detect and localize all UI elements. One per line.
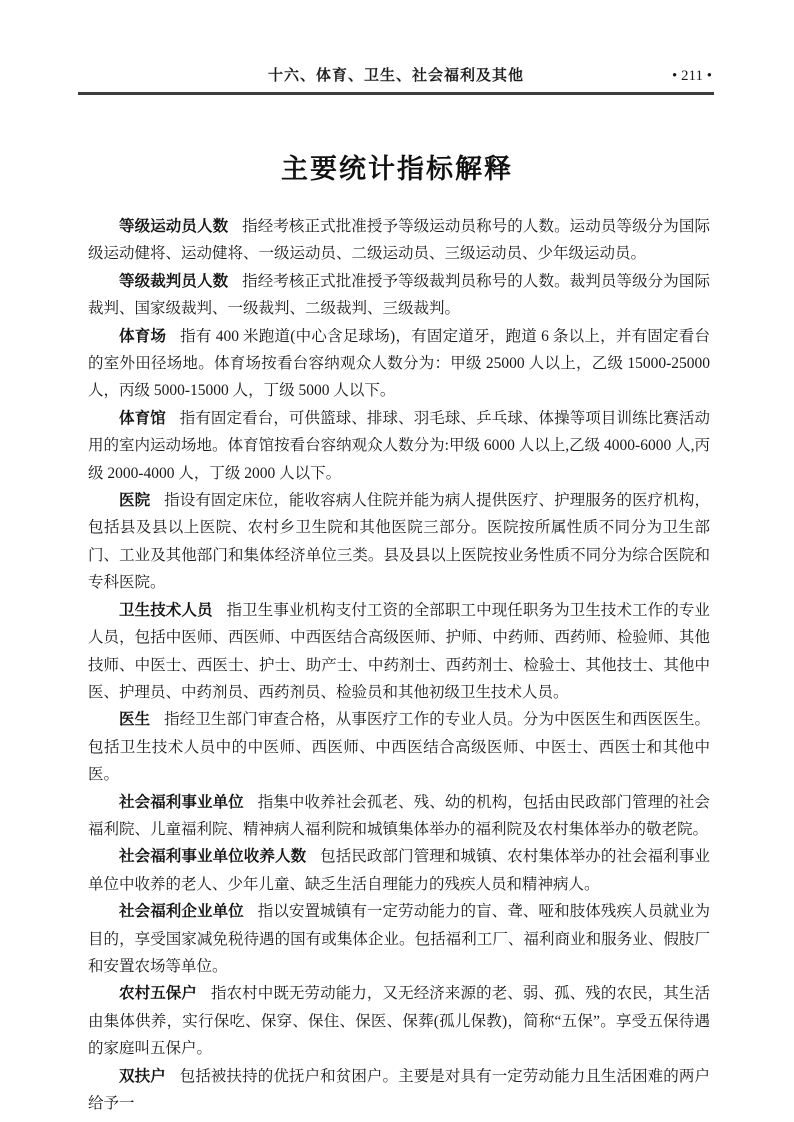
page-title: 主要统计指标解释	[281, 154, 513, 184]
term-label: 体育馆	[119, 409, 166, 427]
term-definition: 指设有固定床位，能收容病人住院并能为病人提供医疗、护理服务的医疗机构，包括县及县以上医院、农村乡卫生院和其他医院三部分。医院按所属性质不同分为卫生部门、工业及其他部门和集体经济单位三类。县及县以上医院按业务性质不同分为综合医院和专科医院。	[88, 492, 710, 592]
term-label: 社会福利事业单位	[119, 793, 244, 811]
term-definition: 指以安置城镇有一定劳动能力的盲、聋、哑和肢体残疾人员就业为目的，享受国家减免税待遇的国有或集体企业。包括福利工厂、福利商业和服务业、假肢厂和安置农场等单位。	[88, 903, 710, 975]
term-label: 社会福利事业单位收养人数	[119, 848, 307, 866]
definition-paragraph	[88, 268, 710, 323]
term-label: 社会福利企业单位	[119, 903, 244, 921]
term-definition: 指卫生事业机构支付工资的全部职工中现任职务为卫生技术工作的专业人员，包括中医师、西医师、中西医结合高级医师、护师、中药师、西药师、检验师、其他技师、中医士、西医士、护士、助产士、中药剂士、西药剂士、检验士、其他技士、其他中医、护理员、中药剂员、西药剂员、检验员和其他初级卫生技术人员。	[88, 601, 710, 701]
definition-paragraph	[88, 706, 710, 788]
term-definition: 指经考核正式批准授予等级运动员称号的人数。运动员等级分为国际级运动健将、运动健将、一级运动员、二级运动员、三级运动员、少年级运动员。	[88, 218, 710, 263]
term-label: 等级裁判员人数	[119, 272, 229, 290]
term-label: 医生	[119, 711, 151, 729]
term-label: 医院	[119, 492, 151, 510]
definition-paragraph	[88, 789, 710, 844]
term-definition: 指有固定看台，可供篮球、排球、羽毛球、乒乓球、体操等项目训练比赛活动用的室内运动场地。体育馆按看台容纳观众人数分为:甲级 6000 人以上,乙级 4000-6000 人,丙级 2000-4000 人，丁级 2000 人以下。	[88, 409, 710, 482]
term-label: 农村五保户	[119, 985, 197, 1003]
chapter-title: 十六、体育、卫生、社会福利及其他	[267, 67, 524, 84]
definition-paragraph	[88, 405, 710, 487]
page-number: • 211 •	[672, 68, 712, 84]
definition-paragraph	[88, 843, 710, 898]
term-label: 等级运动员人数	[119, 218, 229, 235]
definition-paragraph	[88, 898, 710, 980]
term-definition: 包括被扶持的优抚户和贫困户。主要是对具有一定劳动能力且生活困难的两户给予一	[88, 1067, 710, 1112]
term-definition: 指经考核正式批准授予等级裁判员称号的人数。裁判员等级分为国际裁判、国家级裁判、一级裁判、二级裁判、三级裁判。	[88, 272, 710, 318]
definition-paragraph	[88, 487, 710, 597]
definition-paragraph	[88, 323, 710, 405]
definition-paragraph	[88, 1063, 710, 1118]
term-definition: 指经卫生部门审查合格，从事医疗工作的专业人员。分为中医医生和西医医生。包括卫生技术人员中的中医师、西医师、中西医结合高级医师、中医士、西医士和其他中医。	[88, 711, 710, 784]
definition-paragraph	[88, 213, 710, 268]
page-header	[78, 0, 714, 95]
term-definition: 指有 400 米跑道(中心含足球场)，有固定道牙，跑道 6 条以上，并有固定看台的室外田径场地。体育场按看台容纳观众人数分为：甲级 25000 人以上，乙级 15000-25000 人，丙级 5000-15000 人，丁级 5000 人以下。	[88, 327, 710, 400]
term-label: 卫生技术人员	[119, 601, 213, 619]
definitions-list	[88, 213, 710, 1117]
term-definition: 指农村中既无劳动能力，又无经济来源的老、弱、孤、残的农民，其生活由集体供养，实行保吃、保穿、保住、保医、保葬(孤儿保教)，简称“五保”。享受五保待遇的家庭叫五保户。	[88, 985, 710, 1058]
definition-paragraph	[88, 597, 710, 707]
term-definition: 指集中收养社会孤老、残、幼的机构，包括由民政部门管理的社会福利院、儿童福利院、精神病人福利院和城镇集体举办的福利院及农村集体举办的敬老院。	[88, 793, 710, 838]
term-label: 双扶户	[119, 1067, 166, 1085]
term-definition: 包括民政部门管理和城镇、农村集体举办的社会福利事业单位中收养的老人、少年儿童、缺乏生活自理能力的残疾人员和精神病人。	[88, 848, 710, 893]
term-label: 体育场	[119, 327, 167, 345]
definition-paragraph	[88, 980, 710, 1062]
